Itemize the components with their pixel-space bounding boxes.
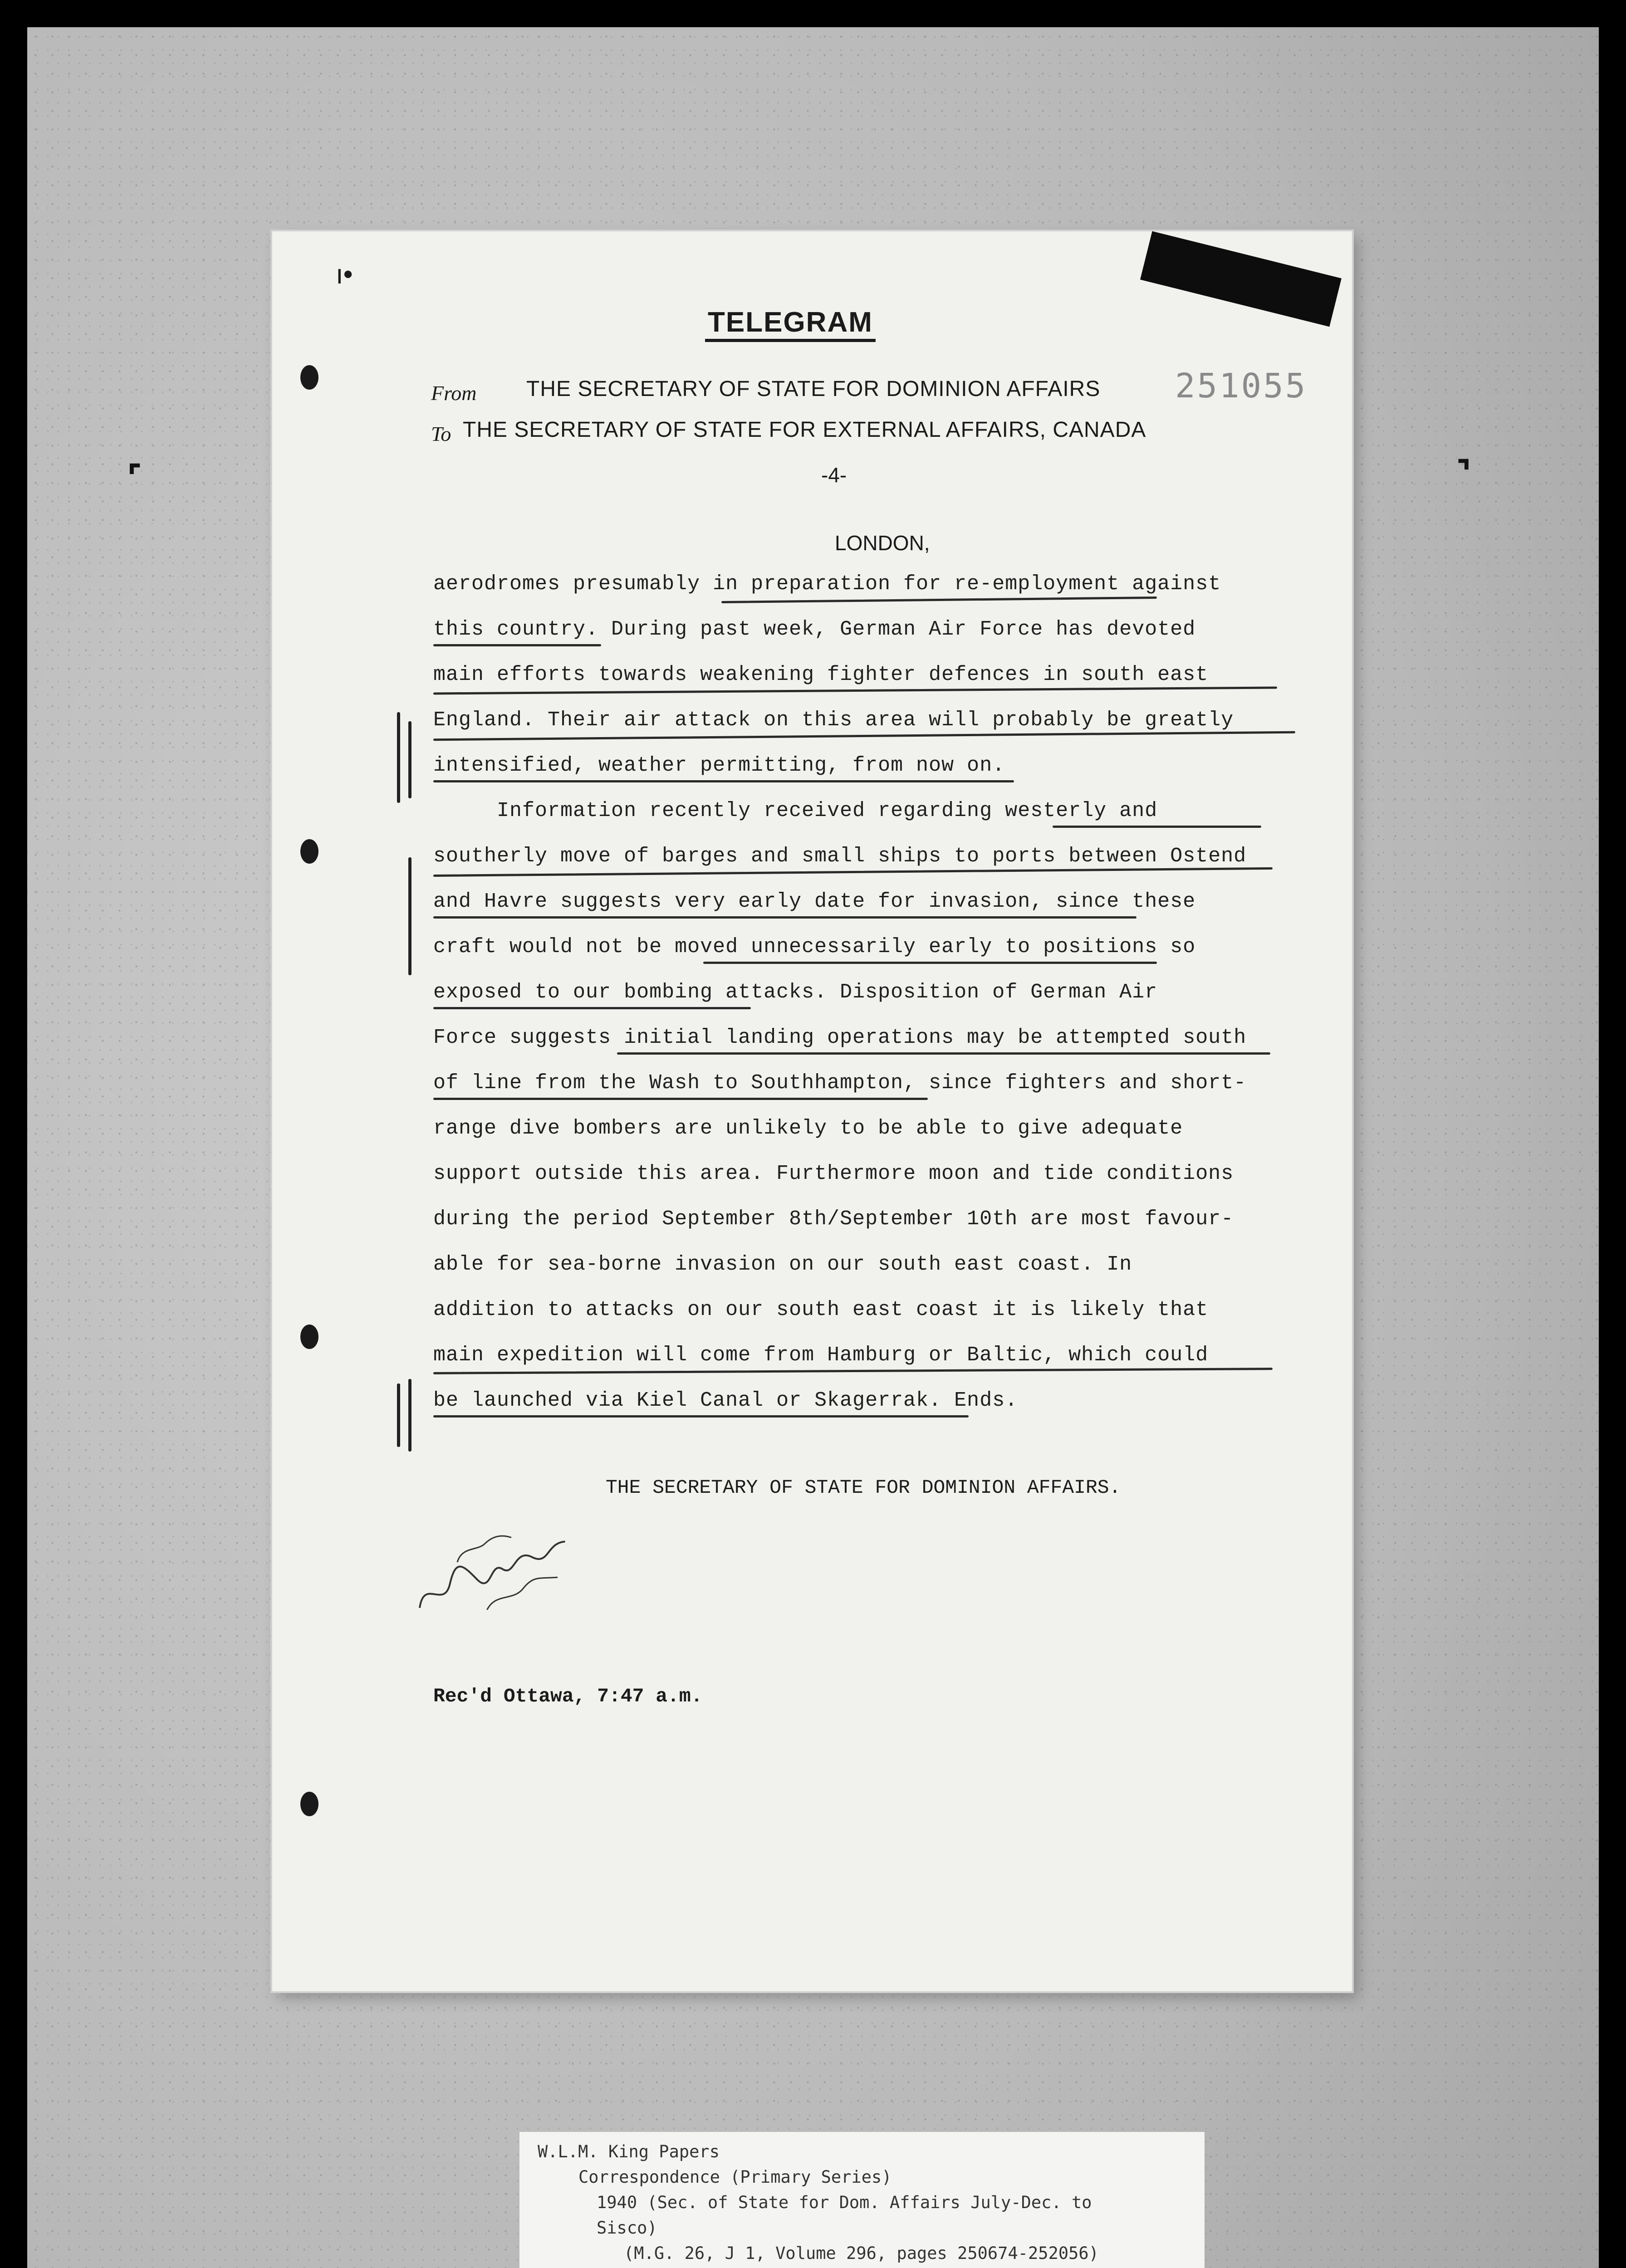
- corner-mark: ı•: [336, 259, 353, 289]
- pencil-underline: [433, 1007, 751, 1009]
- punch-hole: [300, 365, 318, 390]
- body-line: aerodromes presumably in preparation for re-employment against: [433, 572, 1221, 596]
- body-line: of line from the Wash to Southhampton, since fighters and short-: [433, 1071, 1247, 1095]
- crop-mark-right: ⌝: [1456, 454, 1471, 491]
- body-line: addition to attacks on our south east coast it is likely that: [433, 1298, 1209, 1321]
- telegram-title: TELEGRAM: [708, 307, 873, 338]
- margin-mark: [397, 1383, 400, 1447]
- crop-mark-left: ⌜: [127, 458, 142, 495]
- body-line: able for sea-borne invasion on our south east coast. In: [433, 1253, 1132, 1276]
- margin-mark: [408, 1379, 411, 1452]
- body-line: Force suggests initial landing operations may be attempted south: [433, 1026, 1247, 1049]
- pencil-underline: [433, 916, 1136, 919]
- pencil-underline: [433, 687, 1277, 695]
- body-line: main expedition will come from Hamburg or Baltic, which could: [433, 1344, 1209, 1367]
- body-line: craft would not be moved unnecessarily early to positions so: [433, 935, 1196, 958]
- margin-mark: [408, 857, 411, 975]
- to-value: THE SECRETARY OF STATE FOR EXTERNAL AFFAIRS, CANADA: [463, 418, 1146, 442]
- place-line: LONDON,: [835, 531, 930, 555]
- punch-hole: [300, 1792, 318, 1816]
- pencil-underline: [721, 596, 1157, 603]
- from-label: From: [431, 381, 477, 405]
- pencil-underline: [433, 1098, 928, 1100]
- punch-hole: [300, 1325, 318, 1349]
- body-line: be launched via Kiel Canal or Skagerrak. Ends.: [433, 1389, 1018, 1412]
- pencil-underline: [433, 1368, 1273, 1374]
- label-line: (M.G. 26, J 1, Volume 296, pages 250674-252056): [624, 2244, 1099, 2263]
- body-line: exposed to our bombing attacks. Disposition of German Air: [433, 981, 1158, 1004]
- document-stamp-number: 251055: [1175, 367, 1308, 406]
- body-line: southerly move of barges and small ships to ports between Ostend: [433, 845, 1247, 868]
- body-line: England. Their air attack on this area will probably be greatly: [433, 709, 1234, 732]
- pencil-underline: [1053, 826, 1261, 828]
- from-value: THE SECRETARY OF STATE FOR DOMINION AFFAIRS: [526, 377, 1101, 401]
- pencil-underline: [433, 1415, 969, 1418]
- label-line: 1940 (Sec. of State for Dom. Affairs July-Dec. to: [597, 2193, 1092, 2212]
- pencil-underline: [433, 644, 601, 646]
- page-number: -4-: [821, 463, 847, 487]
- handwritten-annotation: [398, 1504, 590, 1644]
- body-line: during the period September 8th/September 10th are most favour-: [433, 1207, 1234, 1231]
- telegram-sheet: [272, 231, 1352, 1991]
- body-line: intensified, weather permitting, from now on.: [433, 754, 1005, 777]
- to-label: To: [431, 422, 451, 445]
- body-line: Information recently received regarding westerly and: [433, 799, 1158, 822]
- black-tape-mark: [1140, 231, 1342, 327]
- pencil-underline: [703, 962, 1157, 964]
- catalogue-label: [519, 2132, 1205, 2268]
- pencil-underline: [617, 1052, 1270, 1055]
- label-line: W.L.M. King Papers: [538, 2142, 720, 2161]
- body-line: and Havre suggests very early date for invasion, since these: [433, 890, 1196, 913]
- body-line: main efforts towards weakening fighter defences in south east: [433, 663, 1209, 686]
- label-line: Correspondence (Primary Series): [578, 2167, 892, 2187]
- signature-line: THE SECRETARY OF STATE FOR DOMINION AFFAIRS.: [606, 1476, 1121, 1499]
- punch-hole: [300, 839, 318, 864]
- body-line: this country. During past week, German Air Force has devoted: [433, 618, 1196, 641]
- label-line: Sisco): [597, 2218, 657, 2238]
- pencil-underline: [433, 867, 1273, 877]
- body-line: support outside this area. Furthermore moon and tide conditions: [433, 1162, 1234, 1185]
- margin-mark: [397, 712, 400, 803]
- pencil-underline: [433, 731, 1295, 741]
- pencil-underline: [433, 780, 1014, 782]
- margin-mark: [408, 721, 411, 798]
- received-line: Rec'd Ottawa, 7:47 a.m.: [433, 1685, 703, 1707]
- body-line: range dive bombers are unlikely to be able to give adequate: [433, 1117, 1183, 1140]
